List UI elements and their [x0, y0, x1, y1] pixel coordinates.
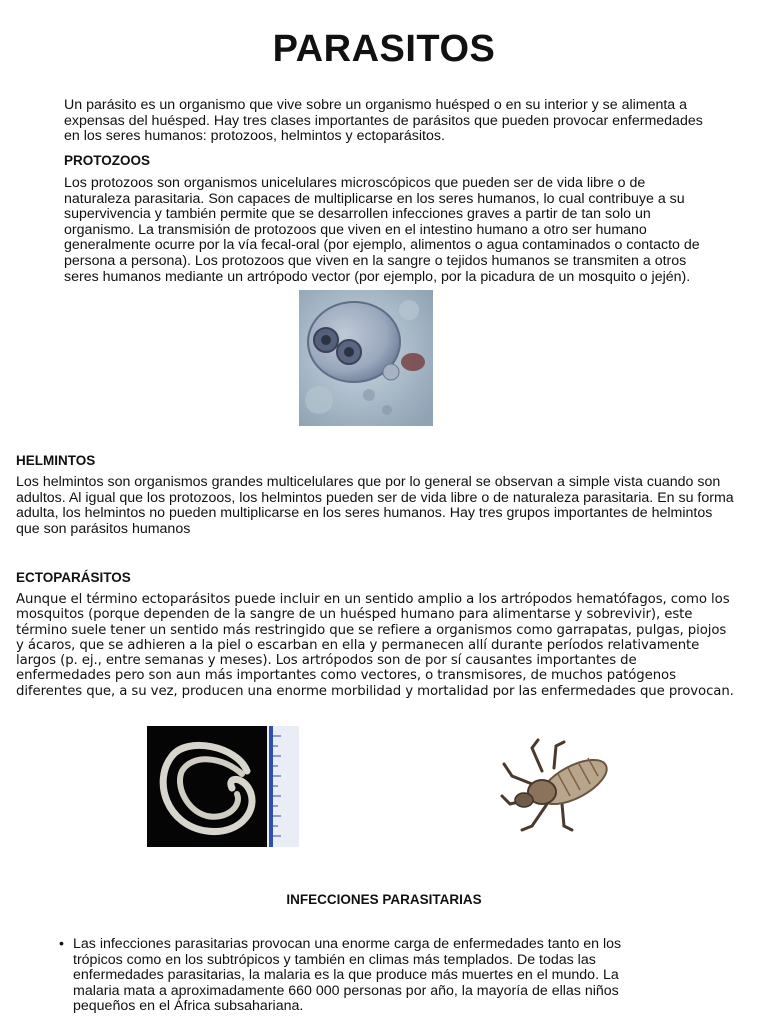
helmintos-paragraph: Los helmintos son organismos grandes multicelulares que por lo general se observan a simple vista cuando son adultos. Al igual que los protozoos, los helmintos pueden ser de vida libre o de naturaleza parasitaria. En su forma adulta, los helmintos no pueden multiplicarse en los seres humanos. Hay tres grupos importantes de helmintos que son parásitos humanos	[16, 474, 734, 537]
page-title: PARASITOS	[272, 28, 496, 70]
list-item-text: Las infecciones parasitarias provocan una enorme carga de enfermedades tanto en los trópicos como en los subtrópicos y también en climas más templados. De todas las enfermedades parasitarias, la malaria es la que produce más muertes en el mundo. La malaria mata a aproximadamente 660 000 personas por año, la mayoría de ellas niños pequeños en el África subsahariana.	[73, 936, 622, 1015]
helminth-worm-icon	[147, 726, 299, 847]
louse-icon	[492, 726, 620, 847]
protozoos-heading: PROTOZOOS	[64, 153, 151, 168]
infecciones-list	[59, 937, 669, 1015]
helminth-worm-image	[147, 726, 299, 847]
protozoos-paragraph: Los protozoos son organismos unicelulares microscópicos que pueden ser de vida libre o de naturaleza parasitaria. Son capaces de multiplicarse en los seres humanos, lo cual contribuye a su supervivencia y también permite que se desarrollen infecciones graves a partir de tan solo un organismo. La transmisión de protozoos que viven en el intestino humano a otro ser humano generalmente ocurre por la vía fecal-oral (por ejemplo, alimentos o agua contaminados o contacto de persona a persona). Los protozoos que viven en la sangre o tejidos humanos se transmiten a otros seres humanos mediante un artrópodo vector (por ejemplo, por la picadura de un mosquito o jején).	[64, 175, 700, 285]
bullet-icon: •	[59, 936, 64, 952]
ectoparasitos-paragraph: Aunque el término ectoparásitos puede incluir en un sentido amplio a los artrópodos hematófagos, como los mosquitos (porque dependen de la sangre de un huésped humano para alimentarse y sobrevivir), este término suele tener un sentido más restringido que se refiere a organismos como garrapatas, pulgas, piojos y ácaros, que se adhieren a la piel o escarban en ella y permanecen allí durante períodos relativamente largos (p. ej., entre semanas y meses). Los artrópodos son de por sí causantes importantes de enfermedades pero son aun más importantes como vectores, o transmisores, de muchos patógenos diferentes que, a su vez, producen una enorme morbilidad y mortalidad por las enfermedades que provocan.	[16, 592, 734, 699]
ectoparasitos-heading: ECTOPARÁSITOS	[16, 570, 131, 585]
intro-paragraph: Un parásito es un organismo que vive sobre un organismo huésped o en su interior y se alimenta a expensas del huésped. Hay tres clases importantes de parásitos que pueden provocar enfermedades en los seres humanos: protozoos, helmintos y ectoparásitos.	[64, 97, 703, 145]
infecciones-heading: INFECCIONES PARASITARIAS	[286, 892, 482, 907]
louse-image	[492, 726, 620, 847]
protozoa-micrograph-icon	[299, 290, 433, 426]
list-item	[59, 937, 669, 1015]
helmintos-heading: HELMINTOS	[16, 453, 96, 468]
protozoa-micrograph-image	[299, 290, 433, 426]
